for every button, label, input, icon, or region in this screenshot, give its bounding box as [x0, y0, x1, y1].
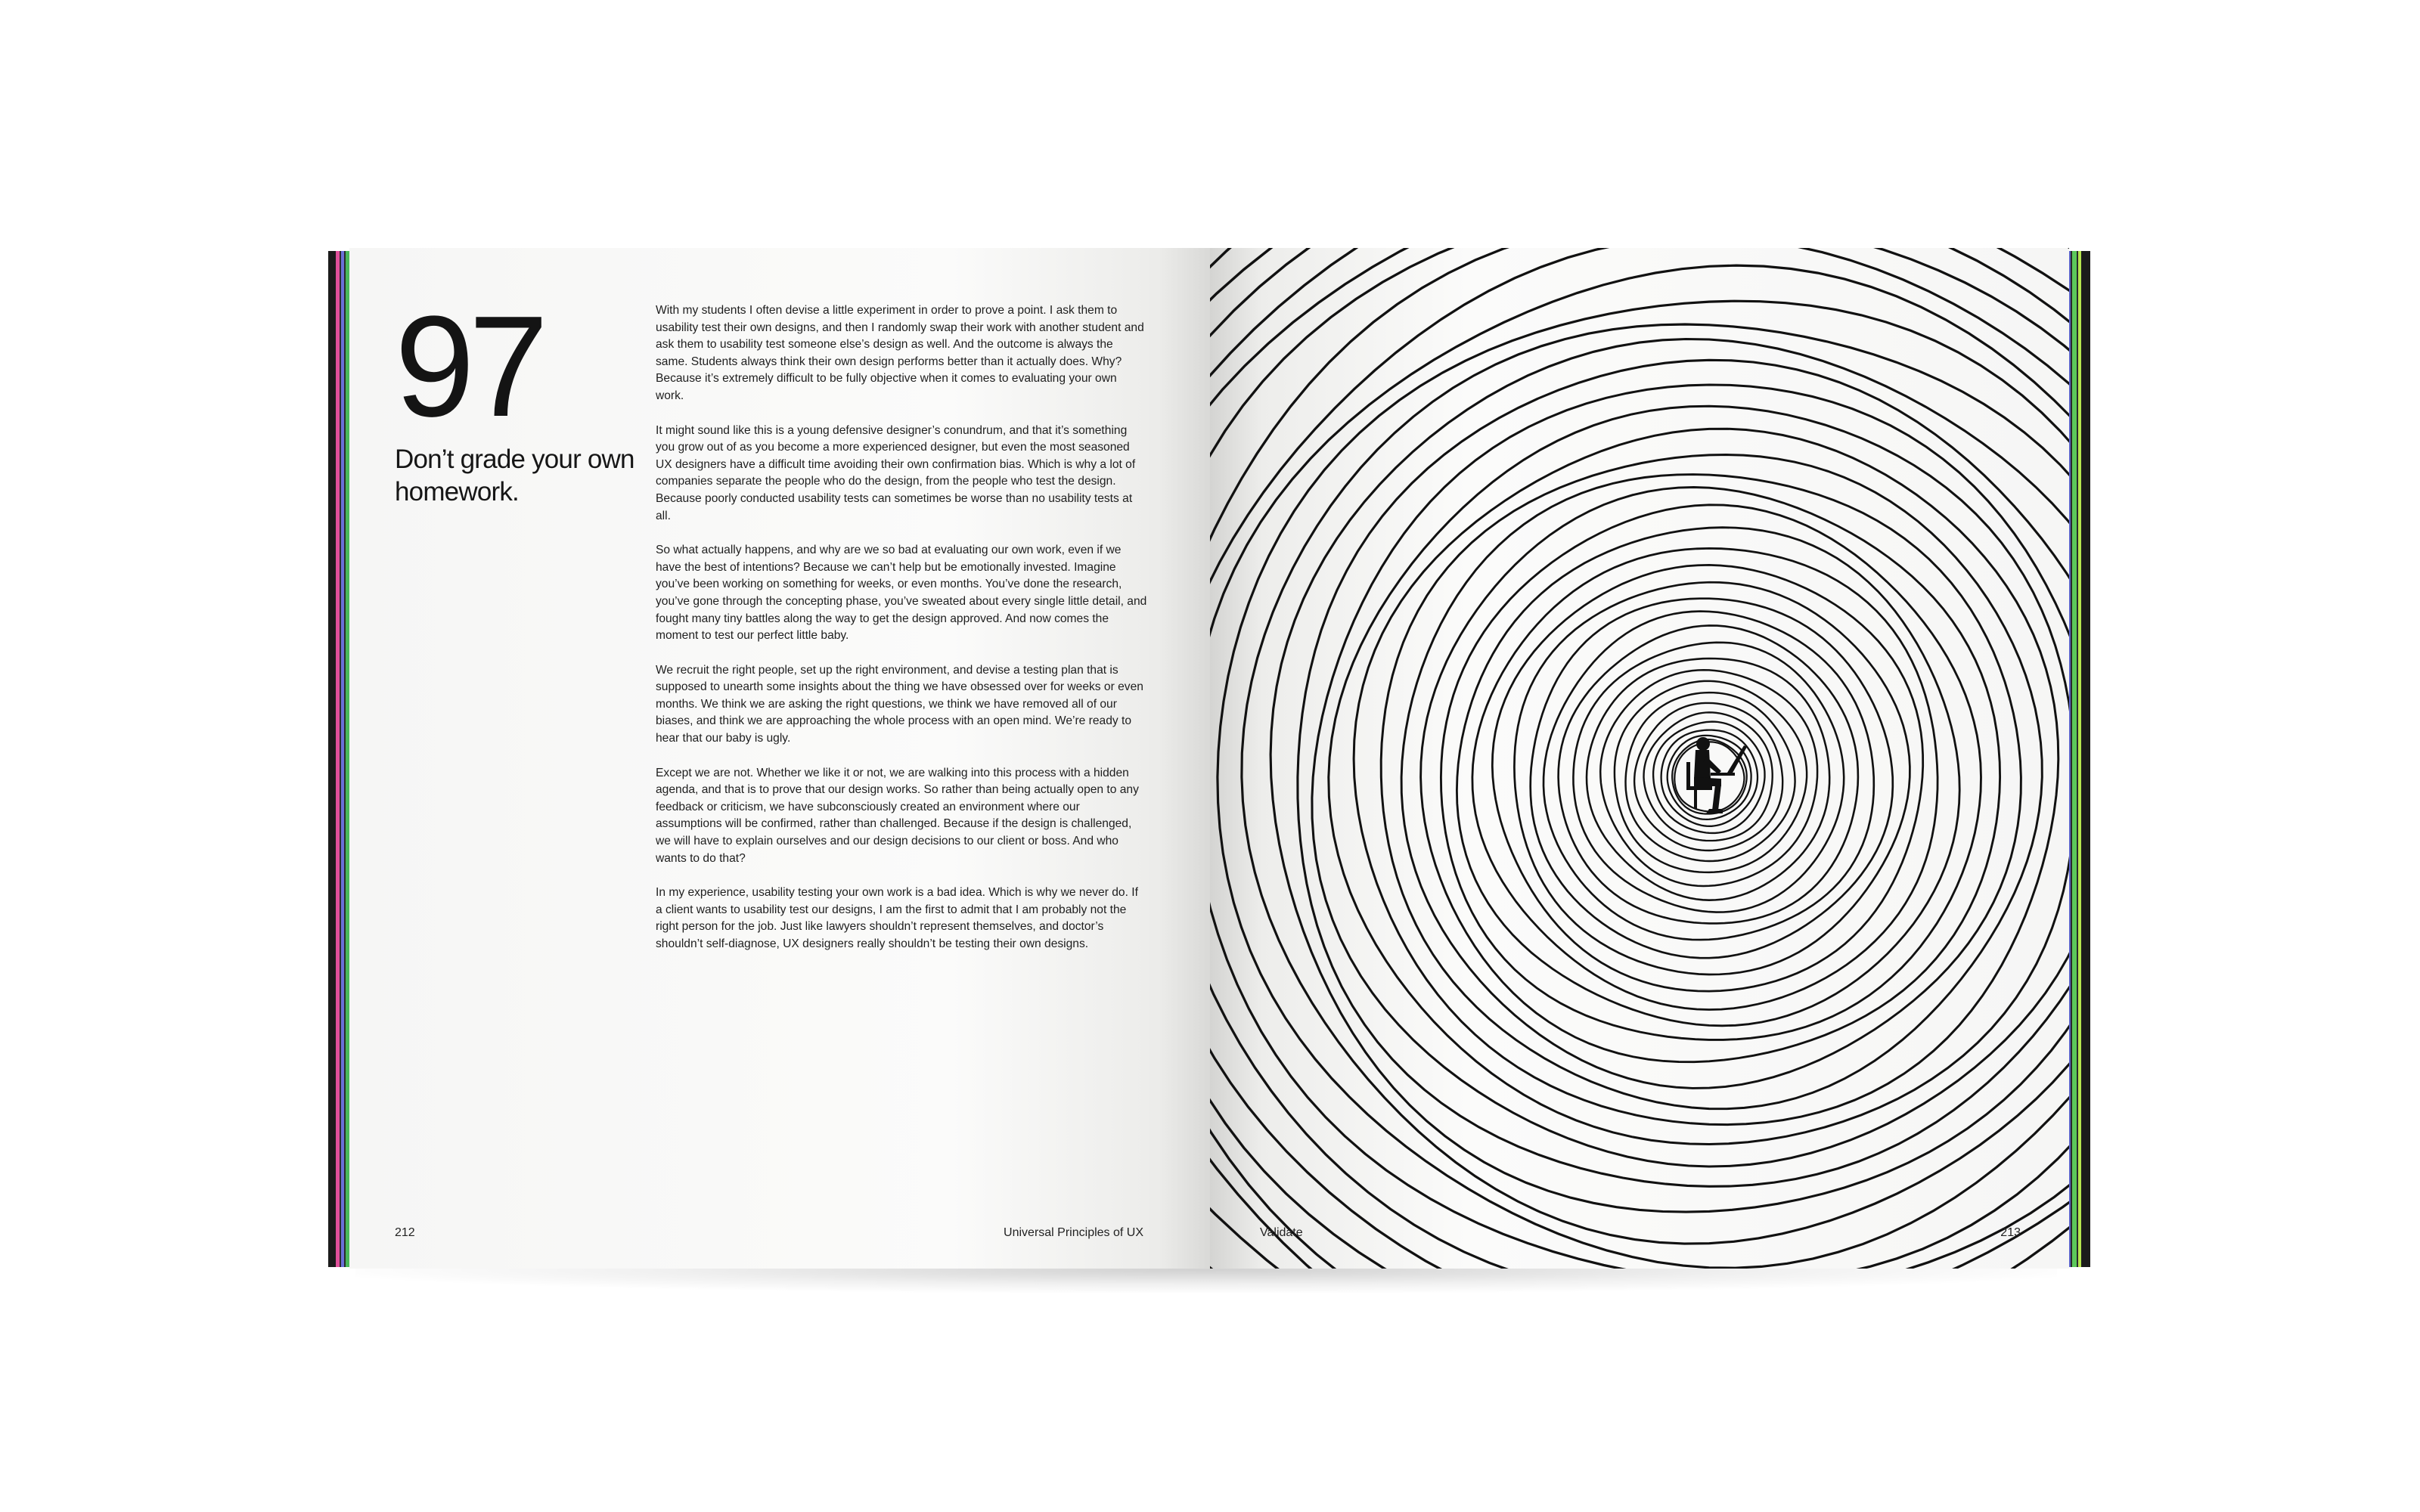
- paragraph: Except we are not. Whether we like it or not, we are walking into this process with a hidden agenda, and that is to prove that our design works. So rather than being actually open to any feedback or criticism, we have subconsciously created an environment where our assumptions will be confirmed, rather than challenged. Because if the design is challenged, we will have to explain ourselves and our design decisions to our client or boss. And who wants to do that?: [656, 766, 1139, 865]
- chapter-number: 97: [395, 287, 543, 447]
- paragraph: With my students I often devise a little experiment in order to prove a point. I ask them to usability test their own designs, and then I randomly swap their work with another student and ask them to usability test someone else’s design as well. And the outcome is always the same. Students always think their own design performs better than it actually does. Why? Because it’s extremely difficult to be fully objective when it comes to evaluating your own work.: [656, 304, 1144, 402]
- body-text: [656, 302, 1147, 971]
- spiral-ring: [1218, 301, 2069, 1268]
- left-page: [349, 248, 1210, 1269]
- left-page-edge-stripes: [328, 251, 351, 1267]
- spiral-ring: [1242, 324, 2069, 1244]
- left-page-number: 212: [395, 1226, 415, 1239]
- paragraph: In my experience, usability testing your own work is a bad idea. Which is why we never do. If a client wants to usability test our designs, I am the first to admit that I am probably not the right person for the job. Just like lawyers shouldn’t represent themselves, and doctor’s shouldn’t self-diagnose, UX designers really shouldn’t be testing their own designs.: [656, 886, 1138, 950]
- spiral-ring: [1270, 339, 2069, 1213]
- section-label: Validate: [1260, 1226, 1303, 1239]
- right-page-number: 213: [2000, 1226, 2021, 1239]
- spiral-rings: [1210, 248, 2069, 1269]
- paragraph: It might sound like this is a young defensive designer’s conundrum, and that it’s something you grow out of as you become a more experienced designer, but even the most seasoned UX designers have a difficult time avoiding their own confirmation bias. Which is why a lot of companies separate the people who do the design, from the people who test the design. Because poorly conducted usability tests can sometimes be worse than no usability tests at all.: [656, 423, 1136, 522]
- spiral-illustration: [1210, 248, 2069, 1269]
- right-page-edge-stripes: [2068, 251, 2090, 1267]
- right-page: [1210, 248, 2069, 1269]
- spiral-ring: [1441, 505, 1981, 1040]
- paragraph: We recruit the right people, set up the right environment, and devise a testing plan that is supposed to unearth some insights about the thing we have obsessed over for weeks or even months. We think we are asking the right questions, we think we have removed all of our biases, and think we are approaching the whole process with an open mind. We’re ready to hear that our baby is ugly.: [656, 663, 1143, 745]
- chapter-title: Don’t grade your own homework.: [395, 445, 634, 507]
- paragraph: So what actually happens, and why are we so bad at evaluating our own work, even if we have the best of intentions? Because we can’t help but be emotionally invested. Imagine you’ve been working on something for weeks, or even months. You’ve done the research, you’ve gone through the concepting phase, you’ve sweated about every single little detail, and fought many tiny battles along the way to get the design approved. And now comes the moment to test our perfect little baby.: [656, 544, 1147, 643]
- running-footer: Universal Principles of UX: [1004, 1226, 1143, 1239]
- spiral-ring: [1312, 385, 2069, 1167]
